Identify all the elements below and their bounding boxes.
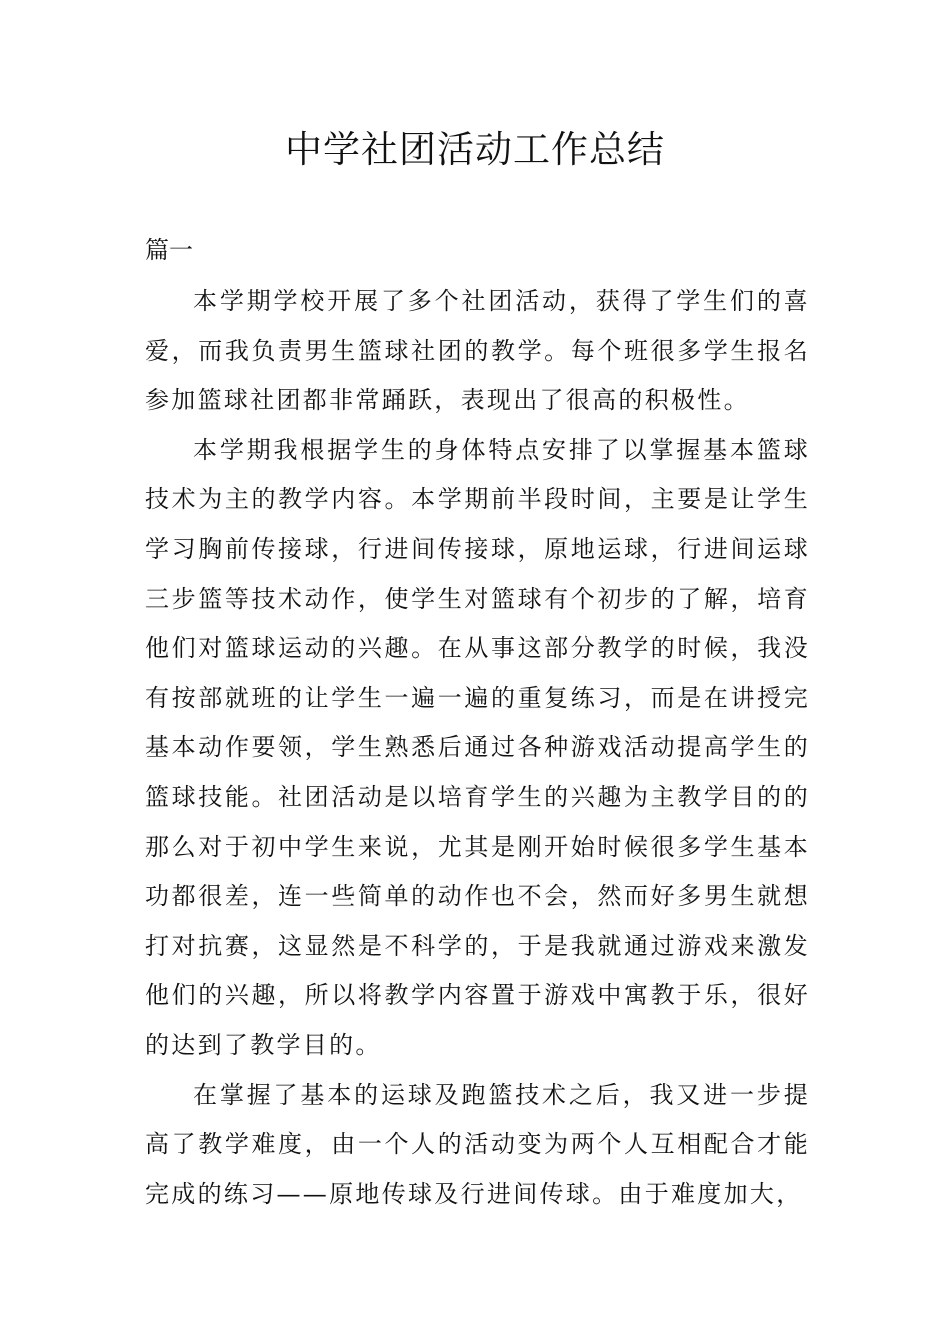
- section-label: 篇一: [145, 236, 193, 264]
- paragraph-2: 本学期我根据学生的身体特点安排了以掌握基本篮球技术为主的教学内容。本学期前半段时间，主要是让学生学习胸前传接球，行进间传接球，原地运球，行进间运球三步篮等技术动作，使学生对篮球有个初步的了解，培育他们对篮球运动的兴趣。在从事这部分教学的时候，我没有按部就班的让学生一遍一遍的重复练习，而是在讲授完基本动作要领，学生熟悉后通过各种游戏活动提高学生的篮球技能。社团活动是以培育学生的兴趣为主教学目的的那么对于初中学生来说，尤其是刚开始时候很多学生基本功都很差，连一些简单的动作也不会，然而好多男生就想打对抗赛，这显然是不科学的，于是我就通过游戏来激发他们的兴趣，所以将教学内容置于游戏中寓教于乐，很好的达到了教学目的。: [145, 435, 810, 1059]
- document-body: [145, 277, 810, 1219]
- paragraph-1: 本学期学校开展了多个社团活动，获得了学生们的喜爱，而我负责男生篮球社团的教学。每个班很多学生报名参加篮球社团都非常踊跃，表现出了很高的积极性。: [145, 287, 810, 415]
- document-title: 中学社团活动工作总结: [285, 128, 665, 171]
- paragraph-3: 在掌握了基本的运球及跑篮技术之后，我又进一步提高了教学难度，由一个人的活动变为两个人互相配合才能完成的练习——原地传球及行进间传球。由于难度加大，: [145, 1080, 810, 1208]
